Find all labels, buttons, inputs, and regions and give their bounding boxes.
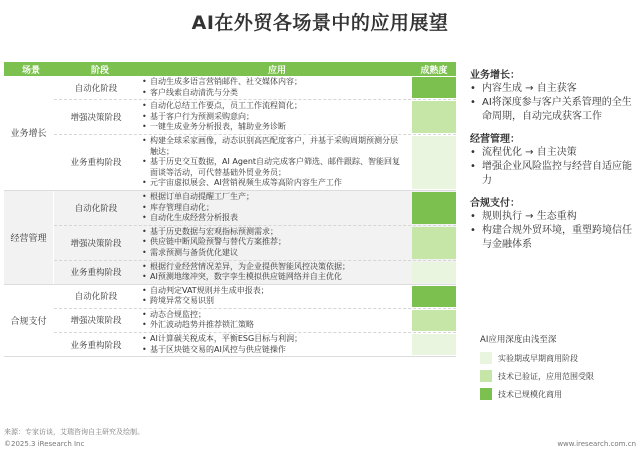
bullet-icon: • (142, 296, 147, 306)
summary-text: 规则执行 → 生态重构 (482, 211, 577, 222)
legend-swatch (480, 370, 492, 382)
application-text: 库存管理自动化； (150, 202, 214, 212)
summary-bullet (470, 82, 636, 96)
table-row (54, 191, 456, 225)
application-item (142, 272, 404, 283)
bullet-icon: • (470, 83, 476, 94)
summary-text: 流程优化 → 自主决策 (482, 147, 577, 158)
application-text: 动态合规监控； (150, 309, 206, 319)
header-maturity: 成熟度 (420, 65, 448, 76)
application-text: 构建全球采家画像，动态识别高匹配度客户，并基于采购周期预测分层触达； (150, 135, 398, 156)
table-row (54, 134, 456, 190)
application-item (142, 203, 404, 214)
maturity-indicator (412, 262, 456, 283)
bullet-icon: • (142, 261, 147, 271)
application-item (142, 345, 404, 356)
table-row (54, 332, 456, 356)
legend-swatch (480, 388, 492, 400)
application-item (142, 88, 404, 99)
bullet-icon: • (470, 211, 476, 222)
application-text: AI计算碳关税成本，平衡ESG目标与利润； (150, 334, 303, 344)
bullet-icon: • (142, 122, 147, 132)
summary-heading: 经营管理： (470, 134, 520, 145)
application-item (142, 112, 404, 123)
application-item (142, 213, 404, 224)
domain-block (4, 285, 456, 358)
application-item (142, 178, 404, 189)
stage-rows (54, 191, 456, 284)
stage-rows (54, 285, 456, 357)
table-body (4, 76, 456, 357)
table-row (54, 225, 456, 260)
application-text: 根据行业经营情况差异，为企业提供智能风控决策依据； (150, 261, 350, 271)
application-text: 跨境异常交易识别 (150, 296, 214, 306)
bullet-icon: • (142, 178, 147, 188)
maturity-cell (408, 261, 456, 284)
application-text: 外汇波动趋势并推荐锁汇策略 (150, 320, 254, 330)
legend-item (480, 385, 636, 403)
maturity-cell (408, 135, 456, 190)
domain-block (4, 76, 456, 191)
bullet-icon: • (142, 213, 147, 223)
stage-label: 自动化阶段 (74, 83, 118, 94)
application-item (142, 237, 404, 248)
legend-title: AI应用深度由浅至深 (480, 335, 557, 345)
application-text: AI预测地缘冲突，数字孪生模拟供应链网络并自主优化 (150, 272, 342, 282)
bullet-icon: • (470, 147, 476, 158)
bullet-icon: • (142, 202, 147, 212)
maturity-cell (408, 191, 456, 225)
application-item (142, 320, 404, 331)
legend-label: 实验期或早期商用阶段 (498, 353, 578, 363)
stage-label: 增强决策阶段 (70, 113, 122, 124)
bullet-icon: • (142, 77, 147, 86)
table-row (54, 285, 456, 308)
header-scene: 场景 (21, 65, 40, 76)
summary-bullet (470, 224, 636, 252)
bullet-icon: • (142, 309, 147, 319)
legend-item (480, 367, 636, 385)
summary-bullet (470, 96, 636, 124)
application-item (142, 296, 404, 307)
bullet-icon: • (142, 285, 147, 295)
application-list (138, 309, 408, 332)
application-text: 供应链中断风险预警与替代方案推荐； (150, 237, 286, 247)
legend-label: 技术已验证，应用范围受限 (498, 371, 594, 381)
summary-text: 构建合规外贸环境，重塑跨境信任与金融体系 (482, 225, 632, 250)
application-item (142, 136, 404, 157)
bullet-icon: • (470, 97, 476, 108)
bullet-icon: • (142, 191, 147, 201)
stage-label: 业务重构阶段 (70, 340, 122, 351)
summary-bullet (470, 146, 636, 160)
bullet-icon: • (142, 157, 147, 167)
application-item (142, 192, 404, 203)
maturity-indicator (412, 77, 456, 98)
application-item (142, 77, 404, 88)
maturity-indicator (412, 286, 456, 307)
table-row (54, 99, 456, 134)
application-list (138, 191, 408, 225)
application-text: 根据订单自动提醒工厂生产； (150, 191, 254, 201)
maturity-indicator (412, 101, 456, 133)
scene-label: 合规支付 (4, 285, 54, 357)
application-text: 自动判定VAT规则并生成申报表； (150, 285, 269, 295)
application-text: 自动化生成经营分析报表 (150, 213, 238, 223)
summary-block (470, 194, 636, 252)
maturity-cell (408, 285, 456, 308)
footer-website: www.iresearch.com.cn (557, 440, 636, 448)
summary-panel (470, 66, 636, 258)
stage-label: 自动化阶段 (74, 203, 118, 214)
stage-label: 业务重构阶段 (70, 158, 122, 169)
footer-copyright: ©2025.3 iResearch Inc (4, 440, 85, 448)
application-list (138, 226, 408, 260)
application-text: 需求预测与备货优化建议 (150, 247, 238, 257)
application-item (142, 334, 404, 345)
stage-label: 增强决策阶段 (70, 238, 122, 249)
application-list (138, 100, 408, 134)
header-application: 应用 (267, 65, 286, 76)
application-text: 基于历史数据与宏观指标预测需求； (150, 226, 278, 236)
bullet-icon: • (470, 161, 476, 172)
application-list (138, 76, 408, 99)
source-note: 来源：专家访谈，艾瑞咨询自主研究及绘制。 (4, 428, 144, 436)
bullet-icon: • (142, 334, 147, 344)
application-list (138, 333, 408, 356)
bullet-icon: • (142, 247, 147, 257)
scene-label: 经营管理 (4, 191, 54, 284)
application-list (138, 285, 408, 308)
application-text: 一键生成业务分析报表，辅助业务诊断 (150, 122, 286, 132)
maturity-cell (408, 333, 456, 356)
application-text: 自动化总结工作要点，员工工作流程简化； (150, 101, 302, 111)
application-text: 元宇宙虚拟展会、AI营销视频生成等高阶内容生产工作 (150, 178, 342, 188)
table-row (54, 308, 456, 332)
application-item (142, 248, 404, 259)
table-row (54, 76, 456, 99)
bullet-icon: • (142, 87, 147, 97)
maturity-cell (408, 309, 456, 332)
stage-label: 自动化阶段 (74, 292, 118, 303)
application-item (142, 157, 404, 178)
maturity-indicator (412, 310, 456, 331)
application-item (142, 101, 404, 112)
bullet-icon: • (142, 226, 147, 236)
summary-text: 增强企业风险监控与经营自适应能力 (482, 161, 632, 186)
bullet-icon: • (142, 237, 147, 247)
stage-rows (54, 76, 456, 190)
application-text: 基于历史交互数据，AI Agent自动完成客户筛选、邮件跟踪、智能回复面谈等活动，可代替基础外贸业务员； (150, 157, 401, 177)
application-item (142, 227, 404, 238)
application-item (142, 122, 404, 133)
legend-item (480, 349, 636, 367)
bullet-icon: • (142, 320, 147, 330)
legend-label: 技术已规模化商用 (498, 389, 562, 399)
footer (4, 440, 636, 448)
application-text: 自动生成多语言营销邮件、社交媒体内容； (150, 77, 302, 86)
summary-bullet (470, 210, 636, 224)
legend-swatch (480, 352, 492, 364)
header-stage: 阶段 (90, 65, 109, 76)
table-row (54, 260, 456, 284)
table-header (4, 62, 456, 76)
maturity-legend (480, 333, 636, 403)
summary-bullet (470, 160, 636, 188)
maturity-indicator (412, 334, 456, 355)
application-text: 基于客户行为预测采购意向； (150, 111, 254, 121)
page-title: AI在外贸各场景中的应用展望 (191, 12, 449, 34)
maturity-indicator (412, 227, 456, 259)
application-item (142, 286, 404, 297)
application-text: 客户线索自动清洗与分类 (150, 87, 238, 97)
domain-block (4, 191, 456, 285)
application-item (142, 262, 404, 273)
bullet-icon: • (470, 225, 476, 236)
maturity-cell (408, 76, 456, 99)
application-table (4, 62, 456, 357)
application-item (142, 310, 404, 321)
summary-text: 内容生成 → 自主获客 (482, 83, 577, 94)
legend-items (480, 349, 636, 403)
stage-label: 增强决策阶段 (70, 316, 122, 327)
bullet-icon: • (142, 111, 147, 121)
maturity-cell (408, 226, 456, 260)
summary-text: AI将深度参与客户关系管理的全生命周期，自动完成获客工作 (482, 97, 632, 122)
stage-label: 业务重构阶段 (70, 268, 122, 279)
bullet-icon: • (142, 135, 147, 145)
maturity-indicator (412, 136, 456, 189)
application-list (138, 135, 408, 190)
summary-heading: 业务增长： (470, 70, 520, 81)
bullet-icon: • (142, 101, 147, 111)
bullet-icon: • (142, 344, 147, 354)
application-text: 基于区块链交易的AI风控与供应链操作 (150, 344, 286, 354)
summary-block (470, 66, 636, 124)
scene-label: 业务增长 (4, 76, 54, 190)
summary-block (470, 130, 636, 188)
bullet-icon: • (142, 272, 147, 282)
summary-heading: 合规支付： (470, 198, 520, 209)
maturity-indicator (412, 192, 456, 224)
maturity-cell (408, 100, 456, 134)
application-list (138, 261, 408, 284)
